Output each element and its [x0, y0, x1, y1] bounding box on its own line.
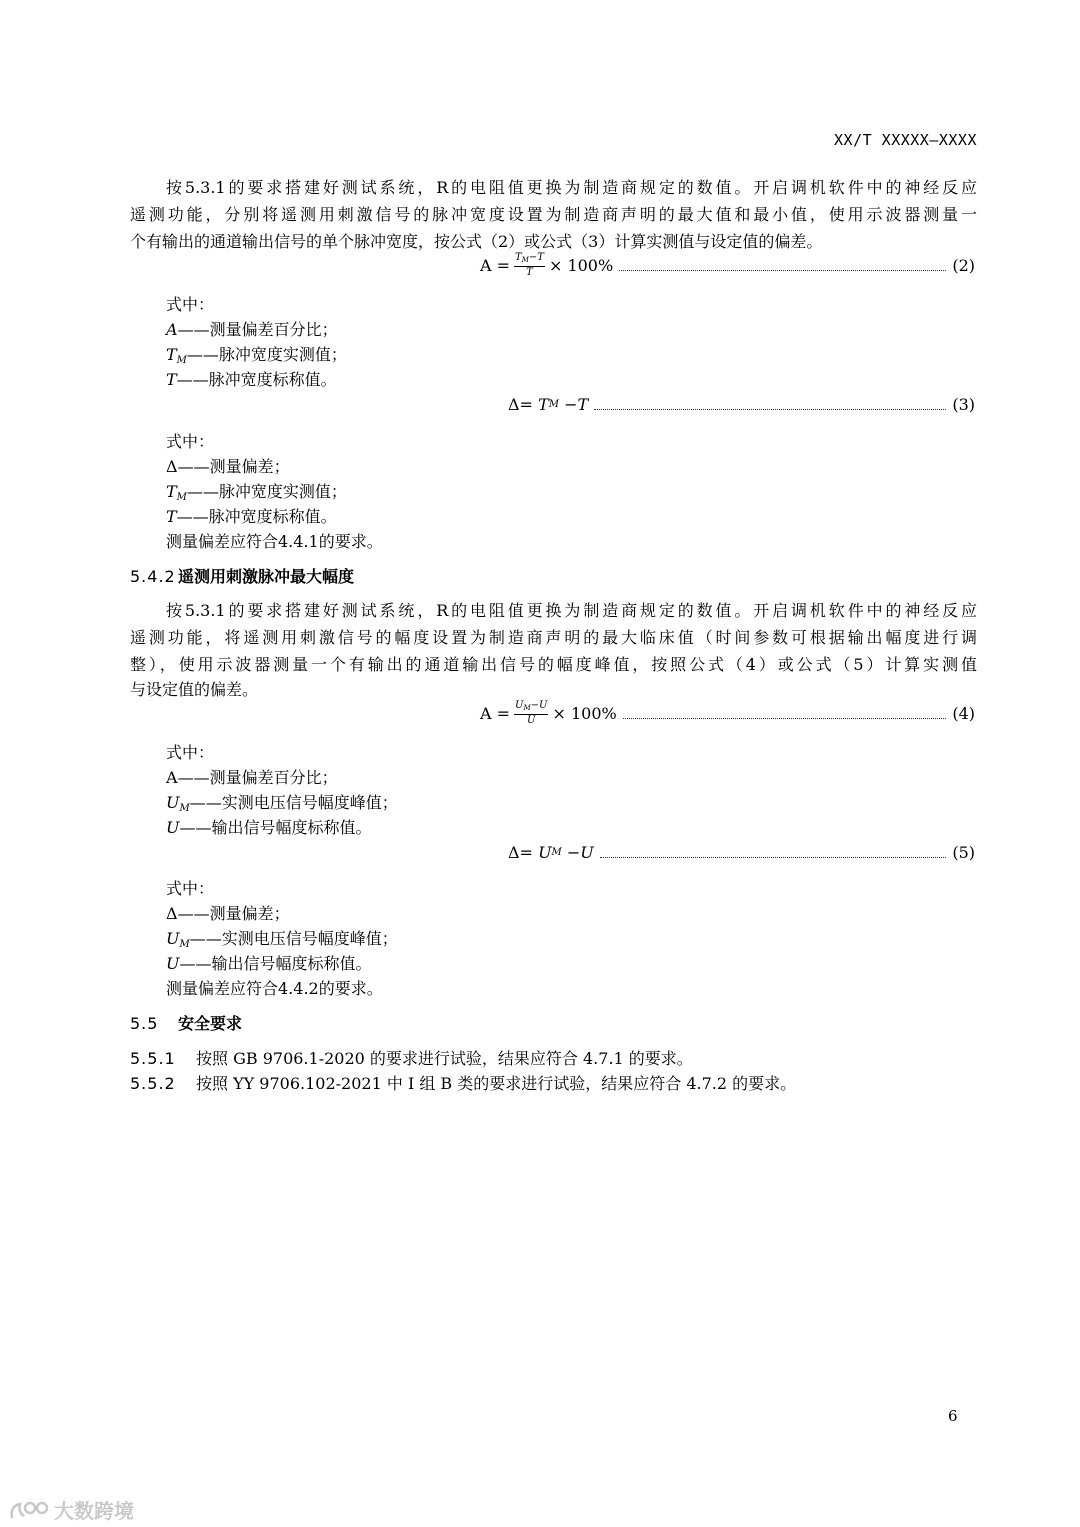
numerator-var: T: [515, 252, 522, 263]
formula-lhs: Δ=: [508, 394, 533, 414]
paragraph-line: 遥测功能，将遥测用刺激信号的幅度设置为制造商声明的最大临床值（时间参数可根据输出幅度进行调: [130, 628, 977, 647]
formula-var: U: [580, 842, 594, 862]
denominator: U: [527, 715, 536, 726]
section-title: 遥测用刺激脉冲最大幅度: [178, 567, 355, 586]
paragraph-line: 整），使用示波器测量一个有输出的通道输出信号的幅度峰值，按照公式（4）或公式（5）计算实测值: [130, 655, 977, 674]
conclusion: 测量偏差应符合4.4.2的要求。: [166, 979, 383, 998]
definition-line: [166, 818, 372, 838]
clause-item: [130, 1074, 796, 1094]
section-heading: [130, 1014, 242, 1034]
formula-lhs: A =: [480, 255, 511, 275]
formula-rhs: × 100%: [552, 703, 617, 723]
conclusion: 测量偏差应符合4.4.1的要求。: [166, 532, 383, 551]
definition-line: [166, 793, 398, 819]
numerator-rest: −U: [530, 700, 548, 711]
section-number: 5.5: [130, 1014, 159, 1033]
definition-text: ——脉冲宽度标称值。: [176, 507, 337, 526]
definition-line: [166, 482, 347, 508]
formula-var: T: [538, 394, 549, 414]
where-label: 式中：: [166, 743, 215, 762]
definition-text: ——测量偏差；: [177, 457, 290, 476]
symbol: U: [166, 793, 180, 812]
definition-text: ——测量偏差百分比；: [177, 768, 338, 787]
formula-var: T: [577, 394, 589, 414]
numerator-sub: M: [521, 256, 529, 264]
equation-number: (4): [952, 703, 975, 723]
paragraph-line: 遥测功能，分别将遥测用刺激信号的脉冲宽度设置为制造商声明的最大值和最小值，使用示波器测量一: [130, 205, 977, 224]
leader-dots: [600, 843, 947, 858]
numerator-rest: −T: [528, 252, 544, 263]
clause-number: 5.5.1: [130, 1049, 176, 1068]
formula-sub: M: [551, 846, 562, 858]
definition-line: [166, 507, 337, 527]
definition-text: ——脉冲宽度实测值；: [186, 482, 347, 501]
formula-lhs: A =: [480, 703, 511, 723]
equation-number: (5): [952, 842, 975, 862]
watermark: [8, 1495, 134, 1524]
definition-line: [166, 457, 290, 477]
symbol: A: [166, 768, 178, 787]
equation-number: (2): [952, 255, 975, 275]
fraction: [514, 700, 548, 726]
definition-text: ——输出信号幅度标称值。: [179, 818, 372, 837]
symbol: T: [166, 370, 177, 389]
definition-line: [166, 954, 372, 974]
leader-dots: [594, 395, 946, 410]
definition-line: [166, 320, 338, 340]
formula-4: [480, 700, 975, 726]
symbol-sub: M: [179, 939, 190, 950]
paragraph-line: 按5.3.1的要求搭建好测试系统，R的电阻值更换为制造商规定的数值。开启调机软件中的神经反应: [166, 601, 977, 620]
section-title: 安全要求: [178, 1014, 243, 1033]
numerator-sub: M: [523, 704, 531, 712]
symbol-sub: M: [176, 492, 187, 503]
numerator-var: U: [515, 700, 524, 711]
definition-text: ——测量偏差百分比；: [177, 320, 338, 339]
fraction: [514, 252, 545, 278]
symbol: T: [166, 482, 177, 501]
definition-line: [166, 370, 337, 390]
section-heading: [130, 567, 354, 587]
page-number: 6: [948, 1407, 958, 1425]
definition-text: ——实测电压信号幅度峰值；: [189, 929, 398, 948]
definition-text: ——脉冲宽度标称值。: [176, 370, 337, 389]
symbol: Δ: [166, 457, 178, 476]
symbol: U: [166, 818, 180, 837]
equation-number: (3): [952, 394, 975, 414]
leader-dots: [619, 256, 946, 271]
formula-op: −: [564, 394, 578, 414]
formula-3: [508, 391, 975, 417]
paragraph-line: 与设定值的偏差。: [130, 680, 259, 699]
formula-2: [480, 252, 975, 278]
where-label: 式中：: [166, 432, 215, 451]
denominator: T: [526, 267, 533, 278]
definition-line: [166, 904, 290, 924]
formula-var: U: [538, 842, 552, 862]
symbol: U: [166, 954, 180, 973]
symbol: A: [166, 320, 178, 339]
symbol: Δ: [166, 904, 178, 923]
definition-text: ——输出信号幅度标称值。: [179, 954, 372, 973]
formula-lhs: Δ=: [508, 842, 533, 862]
definition-text: ——测量偏差；: [177, 904, 290, 923]
formula-5: [508, 839, 975, 865]
watermark-text: 大数跨境: [54, 1499, 134, 1523]
definition-line: [166, 929, 398, 955]
definition-line: [166, 345, 347, 371]
definition-line: [166, 768, 338, 788]
formula-op: −: [566, 842, 581, 862]
paragraph-line: 按5.3.1的要求搭建好测试系统，R的电阻值更换为制造商规定的数值。开启调机软件中的神经反应: [166, 178, 977, 197]
symbol: T: [166, 507, 177, 526]
clause-item: [130, 1049, 693, 1069]
clause-text: 按照 GB 9706.1-2020 的要求进行试验，结果应符合 4.7.1 的要求。: [196, 1049, 693, 1068]
symbol-sub: M: [176, 355, 187, 366]
where-label: 式中：: [166, 295, 215, 314]
clause-text: 按照 YY 9706.102-2021 中 I 组 B 类的要求进行试验，结果应符合 4.7.2 的要求。: [196, 1074, 797, 1093]
clause-number: 5.5.2: [130, 1074, 176, 1093]
symbol-sub: M: [179, 803, 190, 814]
symbol: T: [166, 345, 177, 364]
section-number: 5.4.2: [130, 567, 176, 586]
formula-rhs: × 100%: [548, 255, 614, 275]
definition-text: ——实测电压信号幅度峰值；: [189, 793, 398, 812]
paragraph-line: 个有输出的通道输出信号的单个脉冲宽度，按公式（2）或公式（3）计算实测值与设定值的偏差。: [130, 232, 823, 251]
where-label: 式中：: [166, 879, 215, 898]
watermark-logo-icon: [8, 1498, 50, 1522]
symbol: U: [166, 929, 180, 948]
definition-text: ——脉冲宽度实测值；: [186, 345, 347, 364]
leader-dots: [623, 704, 947, 719]
formula-sub: M: [548, 398, 559, 410]
document-code: XX/T XXXXX—XXXX: [834, 131, 977, 149]
